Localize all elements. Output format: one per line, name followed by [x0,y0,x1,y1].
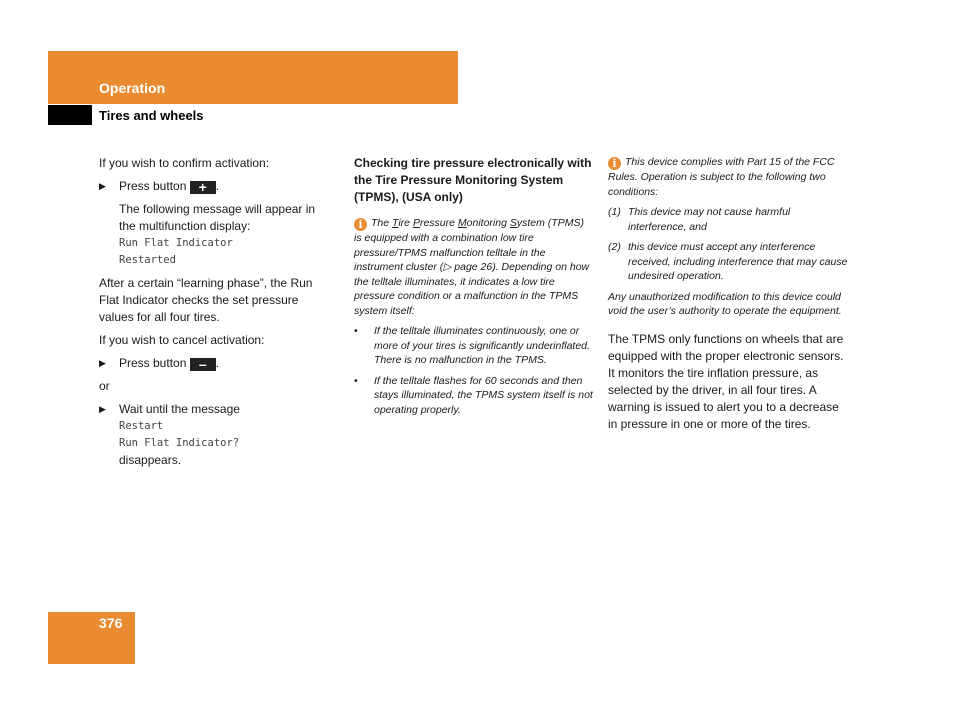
step-press-plus [99,178,334,195]
item-number: (1) [608,206,621,218]
list-item [608,240,848,284]
note-text: ire [398,217,413,229]
tpms-heading: Checking tire pressure electronically with the Tire Pressure Monitoring System (TPMS), (USA only) [354,156,592,204]
bullet-icon: • [354,325,358,337]
step-wait [99,401,334,469]
bullet-icon: • [354,374,358,387]
step-text: Press button [119,179,187,193]
bullet-text: If the telltale flashes for 60 seconds and then stays illuminated, the TPMS system itself is not operating properly. [374,374,593,416]
or-text: or [99,379,110,393]
step-end: disappears. [119,453,182,467]
cancel-intro: If you wish to cancel activation: [99,333,265,347]
fcc-note [608,155,848,199]
section-marker [48,105,92,125]
follow-text: The following message will appear in the multifunction display: [119,202,316,233]
step-text: Press button [119,356,187,370]
plus-button-icon: + [190,181,216,194]
column-middle [354,155,594,423]
step-arrow-icon: ▶ [99,404,106,414]
display-message-block [99,201,334,269]
note-text: P [412,217,420,229]
page-number: 376 [99,615,123,631]
step-arrow-icon: ▶ [99,181,106,191]
tpms-note [354,216,594,318]
step-end: . [215,356,220,370]
step-press-minus [99,355,334,372]
note-text: (TPMS) is equipped with a combination low tire pressure/TPMS malfunction telltale in the instrument cluster (▷ page 26). Depending on how the telltale illuminates, it indicates a low tire pressure condition or a malfunction in the TPMS system itself: [354,217,590,317]
tpms-body: The TPMS only functions on wheels that are equipped with the proper electronic sensors. It monitors the tire inflation pressure, as selected by the driver, in all four tires. A warning is issued to alert you to a decrease in pressure in one or more of the tires. [608,331,844,431]
bullet-text: If the telltale illuminates continuously, one or more of your tires is significantly underinflated. There is no malfunction in the TPMS. [374,325,590,366]
step-text: Wait until the message [119,402,240,416]
info-icon: i [354,218,367,231]
item-text: This device may not cause harmful interference, and [628,206,791,233]
note-text: This device complies with Part 15 of the FCC Rules. Operation is subject to the following two conditions: [608,156,835,198]
display-line: Restart [119,420,164,432]
subsection-title: Tires and wheels [99,108,204,123]
display-line: Run Flat Indicator [119,237,233,249]
column-left [99,155,334,475]
note-text: S [509,217,517,229]
list-item [608,205,848,234]
fcc-warning: Any unauthorized modification to this device could void the user’s authority to operate the equipment. [608,290,842,317]
section-title: Operation [99,80,166,96]
item-number: (2) [608,241,621,253]
note-text: onitoring [466,217,510,229]
header-bar [48,51,458,104]
list-item [354,324,594,368]
note-text: M [457,217,467,229]
note-text: The [371,217,393,229]
display-line: Restarted [119,254,176,266]
step-end: . [215,179,220,193]
info-icon: i [608,157,621,170]
confirm-intro: If you wish to confirm activation: [99,156,270,170]
note-text: ressure [419,217,458,229]
column-right [608,155,848,439]
note-text: ystem [516,217,545,229]
step-arrow-icon: ▶ [99,358,106,368]
list-item [354,374,594,418]
display-line: Run Flat Indicator? [119,437,240,449]
minus-button-icon: – [190,358,216,371]
item-text: this device must accept any interference received, including interference that may cause undesired operation. [628,241,848,282]
learning-phase-text: After a certain “learning phase”, the Run Flat Indicator checks the set pressure values for all four tires. [99,276,313,324]
note-text: T [392,217,399,229]
